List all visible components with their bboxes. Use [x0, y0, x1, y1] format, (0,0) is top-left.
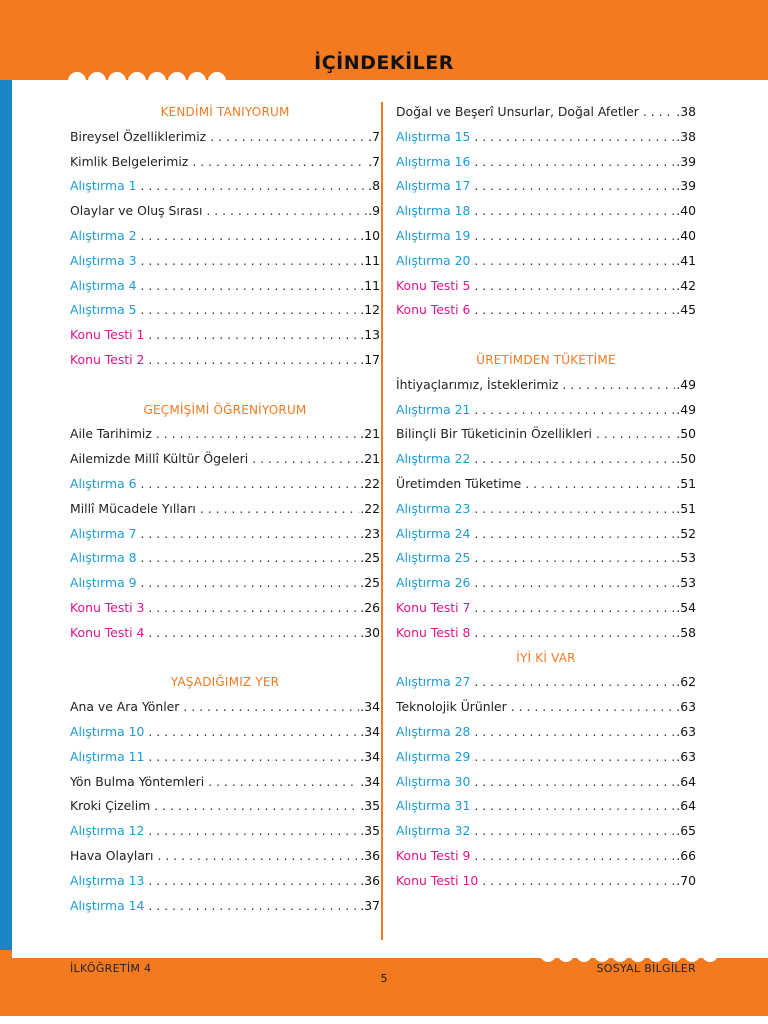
toc-entry[interactable] — [396, 100, 696, 125]
dot-leader — [474, 670, 675, 695]
bottom-edge — [0, 1016, 768, 1024]
toc-entry-page: .25 — [360, 575, 380, 591]
toc-entry-title: Alıştırma 13 — [70, 872, 145, 888]
toc-entry-page: .26 — [360, 599, 380, 615]
toc-entry-title: Alıştırma 12 — [70, 823, 145, 839]
toc-entry-page: .21 — [360, 451, 380, 467]
toc-entry[interactable] — [70, 894, 380, 919]
toc-entry-page: .65 — [676, 823, 696, 839]
toc-entry-title: Alıştırma 31 — [396, 798, 471, 814]
dot-leader — [643, 100, 675, 125]
dot-leader — [511, 695, 676, 720]
toc-entry-page: .34 — [360, 773, 380, 789]
section-title: ÜRETİMDEN TÜKETİME — [476, 352, 616, 367]
toc-entry[interactable] — [70, 695, 380, 720]
dot-leader — [140, 249, 359, 274]
toc-entry[interactable] — [396, 546, 696, 571]
toc-entry-title: Yön Bulma Yöntemleri — [70, 773, 205, 789]
dot-leader — [148, 745, 359, 770]
toc-entry-title: Alıştırma 3 — [70, 252, 137, 268]
toc-entry-title: Konu Testi 3 — [70, 599, 145, 615]
dot-leader — [474, 770, 675, 795]
toc-entry[interactable] — [70, 869, 380, 894]
toc-entry-page: .35 — [360, 823, 380, 839]
toc-entry-page: .40 — [676, 227, 696, 243]
dot-leader — [474, 745, 675, 770]
dot-leader — [474, 447, 675, 472]
toc-entry-page: .25 — [360, 550, 380, 566]
toc-entry-title: Alıştırma 25 — [396, 550, 471, 566]
toc-entry-title: Alıştırma 16 — [396, 153, 471, 169]
toc-entry-page: .63 — [676, 748, 696, 764]
toc-entry-title: Alıştırma 24 — [396, 525, 471, 541]
toc-entry-page: .62 — [676, 674, 696, 690]
toc-entry[interactable] — [396, 125, 696, 150]
left-stripe — [0, 80, 12, 950]
dot-leader — [148, 869, 359, 894]
toc-entry-title: Alıştırma 8 — [70, 550, 137, 566]
column-divider — [381, 102, 383, 940]
toc-entry-page: .50 — [676, 451, 696, 467]
toc-entry-page: .54 — [676, 599, 696, 615]
toc-entry[interactable] — [70, 298, 380, 323]
section-spacer — [396, 323, 696, 348]
dot-leader — [474, 546, 675, 571]
toc-entry-page: .39 — [676, 178, 696, 194]
toc-entry-page: .13 — [360, 327, 380, 343]
dot-leader — [148, 720, 359, 745]
toc-entry-title: Millî Mücadele Yılları — [70, 500, 196, 516]
dot-leader — [154, 794, 359, 819]
toc-entry-page: .49 — [676, 376, 696, 392]
toc-entry-page: .8 — [368, 178, 380, 194]
toc-entry-title: Alıştırma 20 — [396, 252, 471, 268]
toc-entry-title: Alıştırma 7 — [70, 525, 137, 541]
dot-leader — [148, 596, 359, 621]
toc-entry-title: Alıştırma 19 — [396, 227, 471, 243]
dot-leader — [148, 621, 359, 646]
dot-leader — [474, 571, 675, 596]
section-title: YAŞADIĞIMIZ YER — [170, 675, 280, 690]
dot-leader — [148, 348, 359, 373]
dot-leader — [474, 150, 675, 175]
toc-entry-page: .40 — [676, 203, 696, 219]
toc-entry-page: .38 — [676, 128, 696, 144]
dot-leader — [525, 472, 675, 497]
toc-entry[interactable] — [70, 844, 380, 869]
toc-entry-page: .22 — [360, 500, 380, 516]
dot-leader — [474, 844, 675, 869]
dot-leader — [596, 422, 675, 447]
dot-leader — [474, 274, 675, 299]
dot-leader — [562, 373, 675, 398]
toc-entry[interactable] — [396, 398, 696, 423]
toc-entry-title: Alıştırma 18 — [396, 203, 471, 219]
toc-entry-title: Bilinçli Bir Tüketicinin Özellikleri — [396, 426, 592, 442]
toc-entry-page: .7 — [368, 128, 380, 144]
toc-entry-title: Konu Testi 9 — [396, 847, 471, 863]
toc-entry-title: İhtiyaçlarımız, İsteklerimiz — [396, 376, 559, 392]
dot-leader — [183, 695, 359, 720]
section-title: GEÇMİŞİMİ ÖĞRENİYORUM — [143, 402, 307, 417]
toc-entry[interactable] — [396, 497, 696, 522]
toc-entry[interactable] — [396, 596, 696, 621]
dot-leader — [140, 274, 359, 299]
footer-decoration — [540, 950, 718, 962]
toc-entry-page: .35 — [360, 798, 380, 814]
toc-entry-title: Konu Testi 6 — [396, 302, 471, 318]
dot-leader — [148, 323, 359, 348]
toc-entry-page: .41 — [676, 252, 696, 268]
toc-entry-title: Üretimden Tüketime — [396, 475, 522, 491]
toc-entry-page: .66 — [676, 847, 696, 863]
toc-entry-title: Konu Testi 1 — [70, 327, 145, 343]
toc-entry[interactable] — [70, 125, 380, 150]
toc-entry-page: .9 — [368, 203, 380, 219]
toc-entry[interactable] — [396, 199, 696, 224]
toc-entry[interactable] — [396, 770, 696, 795]
toc-entry[interactable] — [70, 274, 380, 299]
toc-entry-title: Konu Testi 8 — [396, 624, 471, 640]
dot-leader — [474, 224, 675, 249]
toc-entry-title: Bireysel Özelliklerimiz — [70, 128, 207, 144]
toc-entry[interactable] — [396, 447, 696, 472]
toc-entry[interactable] — [70, 770, 380, 795]
footer-subject: SOSYAL BİLGİLER — [596, 962, 696, 975]
toc-right-column — [396, 100, 696, 894]
toc-entry-title: Alıştırma 9 — [70, 575, 137, 591]
toc-entry[interactable] — [396, 472, 696, 497]
toc-entry-title: Alıştırma 26 — [396, 575, 471, 591]
toc-entry-title: Alıştırma 15 — [396, 128, 471, 144]
toc-entry[interactable] — [396, 670, 696, 695]
toc-entry-page: .17 — [360, 351, 380, 367]
toc-entry[interactable] — [396, 174, 696, 199]
toc-entry[interactable] — [70, 720, 380, 745]
toc-entry[interactable] — [396, 422, 696, 447]
toc-entry[interactable] — [396, 274, 696, 299]
toc-entry[interactable] — [396, 373, 696, 398]
toc-entry-title: Alıştırma 6 — [70, 475, 137, 491]
toc-entry[interactable] — [396, 720, 696, 745]
toc-entry-title: Alıştırma 28 — [396, 723, 471, 739]
toc-entry-title: Konu Testi 4 — [70, 624, 145, 640]
toc-entry-page: .37 — [360, 897, 380, 913]
toc-entry[interactable] — [396, 621, 696, 646]
toc-entry-page: .63 — [676, 699, 696, 715]
toc-entry[interactable] — [396, 794, 696, 819]
toc-entry-page: .11 — [360, 277, 380, 293]
toc-entry-title: Doğal ve Beşerî Unsurlar, Doğal Afetler — [396, 104, 639, 119]
dot-leader — [156, 422, 359, 447]
dot-leader — [140, 298, 359, 323]
toc-entry-title: Kroki Çizelim — [70, 798, 151, 814]
section-title: İYİ Kİ VAR — [516, 650, 576, 665]
dot-leader — [148, 819, 359, 844]
toc-entry[interactable] — [70, 571, 380, 596]
toc-entry-page: .49 — [676, 401, 696, 417]
dot-leader — [474, 398, 675, 423]
toc-entry-page: .53 — [676, 550, 696, 566]
toc-entry-page: .34 — [360, 699, 380, 715]
toc-entry-page: .51 — [676, 500, 696, 516]
dot-leader — [474, 794, 675, 819]
toc-entry-title: Alıştırma 17 — [396, 178, 471, 194]
toc-entry-page: .23 — [360, 525, 380, 541]
dot-leader — [474, 199, 675, 224]
toc-entry[interactable] — [70, 472, 380, 497]
toc-entry[interactable] — [70, 794, 380, 819]
toc-entry-title: Konu Testi 2 — [70, 351, 145, 367]
toc-entry[interactable] — [70, 596, 380, 621]
toc-entry-title: Olaylar ve Oluş Sırası — [70, 203, 203, 219]
toc-entry-page: .7 — [368, 153, 380, 169]
toc-entry-title: Alıştırma 29 — [396, 748, 471, 764]
footer-page-number: 5 — [380, 972, 388, 985]
dot-leader — [474, 497, 675, 522]
toc-entry-title: Ailemizde Millî Kültür Ögeleri — [70, 451, 249, 467]
dot-leader — [474, 819, 675, 844]
toc-entry[interactable] — [70, 447, 380, 472]
toc-entry-title: Aile Tarihimiz — [70, 426, 152, 442]
dot-leader — [140, 472, 359, 497]
toc-entry[interactable] — [70, 422, 380, 447]
toc-entry-title: Alıştırma 1 — [70, 178, 137, 194]
toc-entry-title: Alıştırma 11 — [70, 748, 145, 764]
toc-entry-title: Alıştırma 10 — [70, 723, 145, 739]
toc-entry-title: Alıştırma 4 — [70, 277, 137, 293]
toc-entry[interactable] — [70, 522, 380, 547]
dot-leader — [474, 125, 675, 150]
toc-entry-page: .64 — [676, 798, 696, 814]
dot-leader — [140, 522, 359, 547]
toc-entry[interactable] — [70, 745, 380, 770]
toc-entry-page: .34 — [360, 748, 380, 764]
toc-entry-page: .42 — [676, 277, 696, 293]
dot-leader — [474, 522, 675, 547]
dot-leader — [206, 199, 367, 224]
toc-entry[interactable] — [396, 249, 696, 274]
dot-leader — [157, 844, 359, 869]
toc-entry-title: Konu Testi 7 — [396, 599, 471, 615]
toc-entry[interactable] — [70, 249, 380, 274]
dot-leader — [140, 224, 359, 249]
dot-leader — [474, 249, 675, 274]
toc-entry-title: Alıştırma 21 — [396, 401, 471, 417]
toc-entry-page: .39 — [676, 153, 696, 169]
toc-entry[interactable] — [70, 348, 380, 373]
toc-entry-page: .11 — [360, 252, 380, 268]
toc-entry[interactable] — [70, 323, 380, 348]
toc-entry[interactable] — [396, 844, 696, 869]
toc-entry-page: .22 — [360, 475, 380, 491]
dot-leader — [140, 546, 359, 571]
dot-leader — [210, 125, 367, 150]
toc-entry-page: .53 — [676, 575, 696, 591]
page-title: İÇİNDEKİLER — [314, 52, 454, 74]
toc-entry-title: Alıştırma 5 — [70, 302, 137, 318]
toc-entry[interactable] — [396, 522, 696, 547]
toc-entry[interactable] — [396, 298, 696, 323]
toc-entry-title: Ana ve Ara Yönler — [70, 699, 180, 715]
toc-entry-title: Hava Olayları — [70, 847, 154, 863]
toc-entry[interactable] — [70, 621, 380, 646]
toc-entry-page: .70 — [676, 872, 696, 888]
toc-entry-page: .50 — [676, 426, 696, 442]
section-spacer — [70, 373, 380, 398]
toc-entry-page: .58 — [676, 624, 696, 640]
section-title: KENDİMİ TANIYORUM — [160, 105, 290, 119]
toc-entry-title: Alıştırma 22 — [396, 451, 471, 467]
toc-entry[interactable] — [396, 869, 696, 894]
toc-entry[interactable] — [70, 497, 380, 522]
toc-entry-page: .21 — [360, 426, 380, 442]
toc-entry-title: Alıştırma 14 — [70, 897, 145, 913]
toc-entry[interactable] — [396, 150, 696, 175]
toc-entry[interactable] — [70, 199, 380, 224]
toc-entry-page: .64 — [676, 773, 696, 789]
toc-entry-title: Kimlik Belgelerimiz — [70, 153, 189, 169]
toc-entry-title: Konu Testi 5 — [396, 277, 471, 293]
dot-leader — [148, 894, 359, 919]
toc-entry[interactable] — [70, 174, 380, 199]
toc-entry[interactable] — [396, 819, 696, 844]
toc-entry[interactable] — [70, 150, 380, 175]
toc-entry-page: .12 — [360, 302, 380, 318]
toc-entry-page: .34 — [360, 723, 380, 739]
toc-entry-title: Alıştırma 32 — [396, 823, 471, 839]
toc-entry-title: Konu Testi 10 — [396, 872, 479, 888]
footer-grade: İLKÖĞRETİM 4 — [70, 962, 152, 975]
toc-entry[interactable] — [70, 819, 380, 844]
dot-leader — [192, 150, 367, 175]
toc-entry[interactable] — [70, 546, 380, 571]
toc-entry-page: .51 — [676, 475, 696, 491]
toc-entry-page: .10 — [360, 227, 380, 243]
toc-entry-page: .38 — [676, 104, 696, 119]
dot-leader — [200, 497, 359, 522]
toc-entry-title: Alıştırma 27 — [396, 674, 471, 690]
toc-entry[interactable] — [70, 224, 380, 249]
dot-leader — [208, 770, 359, 795]
toc-entry[interactable] — [396, 571, 696, 596]
toc-entry-page: .63 — [676, 723, 696, 739]
dot-leader — [474, 596, 675, 621]
toc-entry-title: Alıştırma 23 — [396, 500, 471, 516]
toc-entry-title: Alıştırma 30 — [396, 773, 471, 789]
dot-leader — [474, 621, 675, 646]
dot-leader — [140, 174, 367, 199]
dot-leader — [252, 447, 359, 472]
toc-entry-page: .36 — [360, 847, 380, 863]
toc-entry-page: .30 — [360, 624, 380, 640]
toc-entry-title: Teknolojik Ürünler — [396, 699, 507, 715]
dot-leader — [474, 720, 675, 745]
toc-entry[interactable] — [396, 224, 696, 249]
toc-entry-page: .52 — [676, 525, 696, 541]
dot-leader — [474, 298, 675, 323]
toc-entry-page: .45 — [676, 302, 696, 318]
dot-leader — [474, 174, 675, 199]
toc-entry[interactable] — [396, 695, 696, 720]
toc-entry-title: Alıştırma 2 — [70, 227, 137, 243]
section-spacer — [70, 646, 380, 671]
toc-entry[interactable] — [396, 745, 696, 770]
dot-leader — [482, 869, 675, 894]
toc-entry-page: .36 — [360, 872, 380, 888]
toc-left-column — [70, 100, 380, 918]
dot-leader — [140, 571, 359, 596]
